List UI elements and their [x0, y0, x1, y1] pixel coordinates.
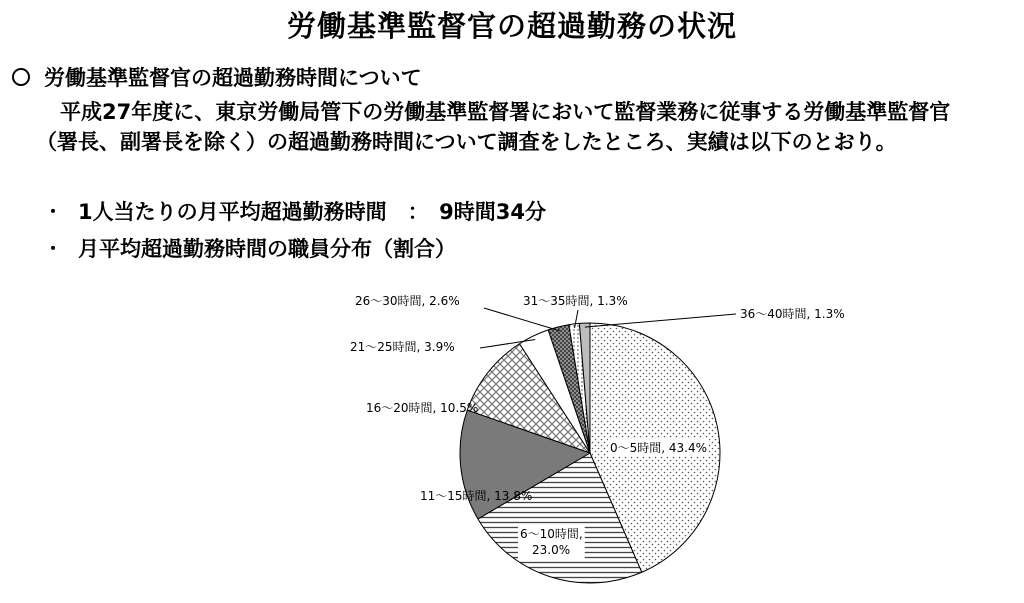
leader-line [585, 314, 736, 327]
section-heading-text: 労働基準監督官の超過勤務時間について [44, 66, 422, 90]
bullet-distribution-text: 月平均超過勤務時間の職員分布（割合） [78, 237, 456, 261]
slice-label: 6〜10時間, [520, 527, 583, 541]
slice-label: 26〜30時間, 2.6% [355, 294, 460, 308]
bullet-dot-icon: ・ [44, 202, 62, 223]
slice-label: 11〜15時間, 13.8% [420, 489, 533, 503]
bullet-dot-icon: ・ [44, 239, 62, 260]
slice-label: 36〜40時間, 1.3% [740, 307, 845, 321]
slice-label-value: 23.0% [532, 543, 571, 557]
bullet-average-overtime-text: 1人当たりの月平均超過勤務時間 ： 9時間34分 [78, 200, 546, 224]
section-paragraph: 平成27年度に、東京労働局管下の労働基準監督署において監督業務に従事する労働基準監督官（署長、副署長を除く）の超過勤務時間について調査をしたところ、実績は以下のとおり。 [36, 100, 951, 154]
slice-label: 21〜25時間, 3.9% [350, 340, 455, 354]
leader-line [484, 308, 559, 331]
slice-label: 0〜5時間, 43.4% [610, 441, 708, 455]
slice-label: 16〜20時間, 10.5% [366, 401, 479, 415]
slice-label: 31〜35時間, 1.3% [523, 294, 628, 308]
page-title: 労働基準監督官の超過勤務の状況 [286, 9, 737, 43]
